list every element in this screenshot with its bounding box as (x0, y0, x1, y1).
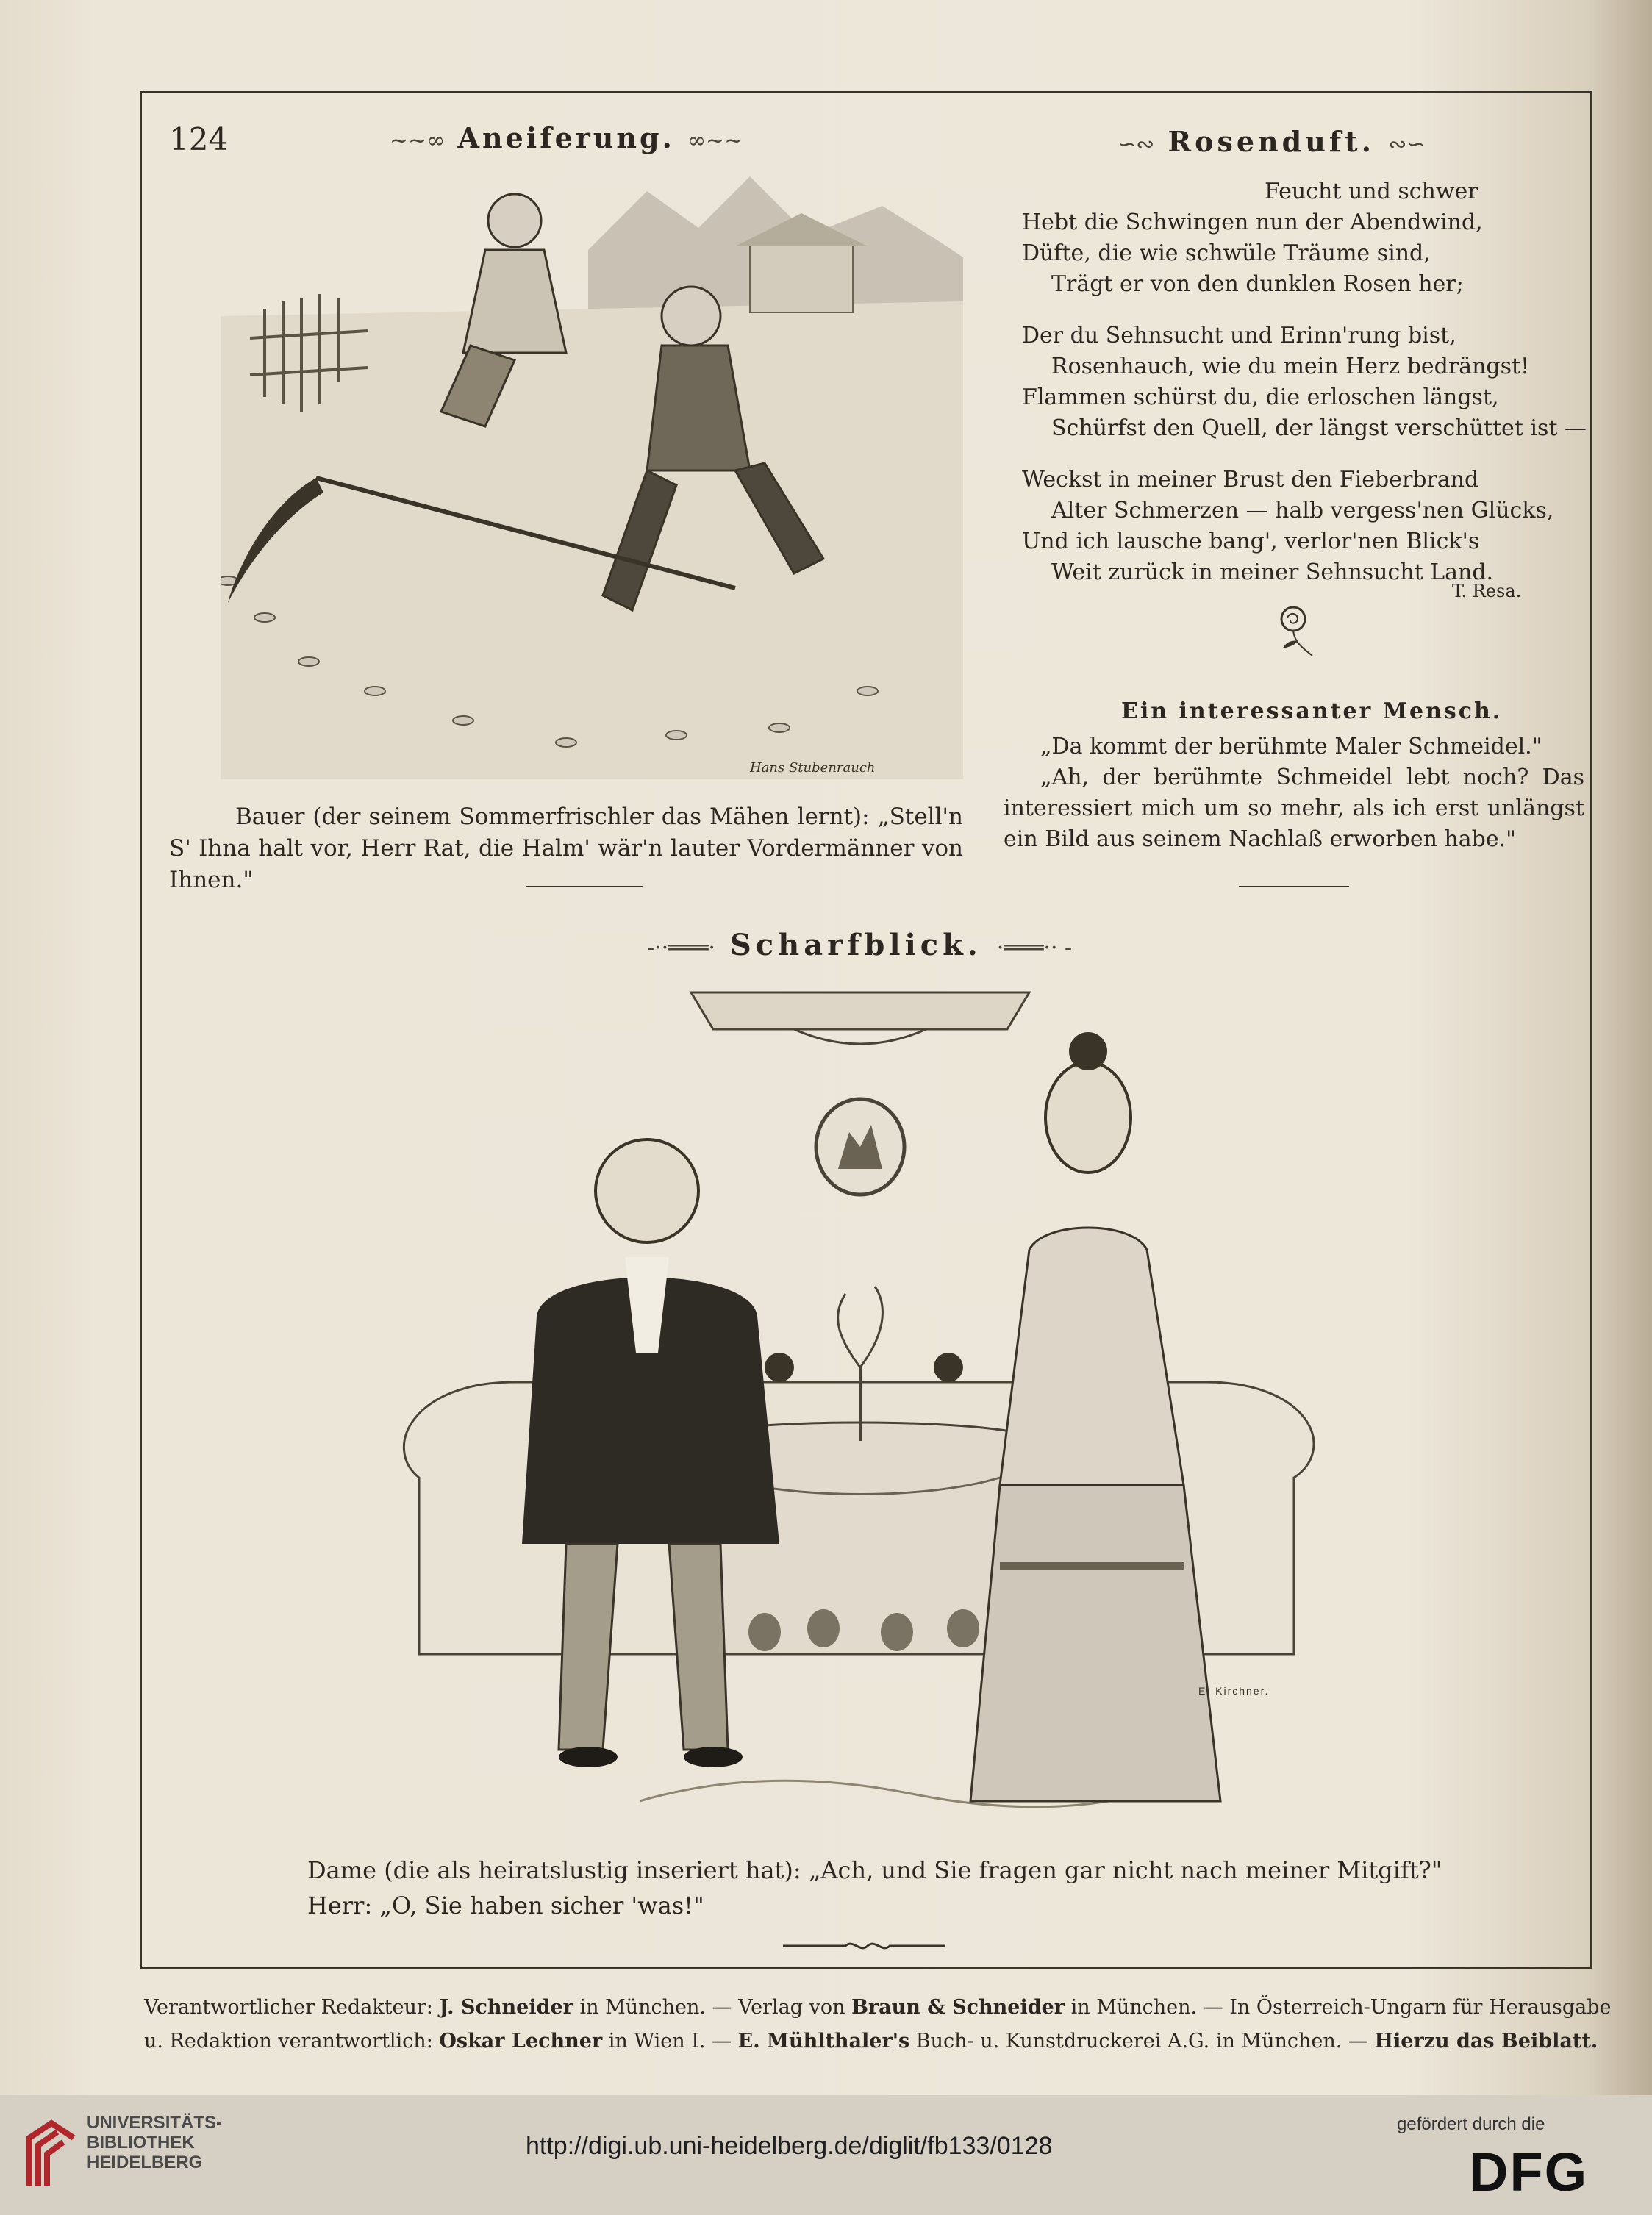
imprint-name: J. Schneider (439, 1996, 573, 2019)
imprint-name: Oskar Lechner (439, 2030, 603, 2053)
library-logo-icon (22, 2116, 81, 2192)
imprint-text: in Wien I. — (602, 2030, 738, 2053)
funding-note: gefördert durch die (1397, 2114, 1545, 2134)
mowing-caption-text: Bauer (der seinem Sommerfrischler das Mähen lernt): „Stell'n S' Ihna halt vor, Herr Rat, die Halm' wär'n lauter Vordermänner von Ihnen." (169, 804, 963, 893)
imprint-footer (144, 1991, 1611, 2058)
imprint-line (144, 1991, 1611, 2025)
poem-rosenduft (1022, 176, 1587, 609)
imprint-name: Braun & Schneider (851, 1996, 1065, 2019)
illustration-signature-stubenrauch: Hans Stubenrauch (750, 760, 876, 776)
title-ornament-left: ~~∞ (390, 128, 446, 154)
imprint-name: E. Mühlthaler's (737, 2030, 910, 2053)
poem-line: Rosenhauch, wie du mein Herz bedrängst! (1051, 354, 1530, 379)
page-number: 124 (169, 121, 229, 157)
mowing-illustration (221, 162, 970, 779)
poem-author: T. Resa. (1452, 581, 1522, 601)
poem-stanza (1022, 176, 1566, 300)
scharfblick-title (647, 928, 1072, 962)
divider-rule (526, 886, 643, 887)
poem-stanza (1022, 465, 1566, 588)
joke-line: „Ah, der berühmte Schmeidel lebt noch? Das interessiert mich um so mehr, als ich erst unlängst ein Bild aus seinem Nachlaß erworben habe." (1004, 765, 1584, 852)
poem-line: Der du Sehnsucht und Erinn'rung bist, (1022, 323, 1456, 348)
poem-line: Hebt die Schwingen nun der Abendwind, (1022, 210, 1483, 235)
illustration-signature-kirchner: E. Kirchner. (1198, 1685, 1270, 1697)
poem-line: Düfte, die wie schwüle Träume sind, (1022, 240, 1431, 266)
cartoon-title-aneiferung (390, 121, 743, 154)
imprint-text: in München. — In Österreich-Ungarn für Herausgabe (1065, 1996, 1612, 2019)
divider-rule (1239, 886, 1349, 887)
title-ornament-right: ∞~~ (687, 128, 743, 154)
imprint-text: in München. — Verlag von (573, 1996, 852, 2019)
imprint-text: u. Redaktion verantwortlich: (144, 2030, 440, 2053)
cartoon-title-text: Aneiferung. (457, 121, 675, 154)
library-name-line: HEIDELBERG (87, 2153, 203, 2172)
library-name-line: BIBLIOTHEK (87, 2133, 195, 2153)
joke-title: Ein interessanter Mensch. (1121, 698, 1503, 724)
scharfblick-caption (307, 1853, 1442, 1923)
title-ornament-left: ∽∾ (1118, 132, 1155, 157)
poem-line: Feucht und schwer (1265, 179, 1478, 204)
title-ornament-left: -··═══· (647, 935, 715, 961)
poem-line: Schürfst den Quell, der längst verschüttet ist — (1051, 415, 1587, 441)
parlor-illustration (323, 970, 1397, 1838)
poem-stanza (1022, 321, 1587, 444)
scharfblick-caption-line: Herr: „O, Sie haben sicher 'was!" (307, 1892, 704, 1919)
scharfblick-caption-line: Dame (die als heiratslustig inseriert hat): „Ach, und Sie fragen gar nicht nach meiner Mitgift?" (307, 1856, 1442, 1884)
imprint-line (144, 2025, 1611, 2058)
imprint-name: Hierzu das Beiblatt. (1374, 2030, 1598, 2053)
scharfblick-title-text: Scharfblick. (729, 928, 982, 962)
permalink-url[interactable]: http://digi.ub.uni-heidelberg.de/diglit/fb133/0128 (526, 2132, 1053, 2160)
rose-vignette-icon (1268, 603, 1320, 662)
title-ornament-right: ·═══·· - (996, 935, 1073, 961)
poem-title-text: Rosenduft. (1168, 125, 1375, 158)
dfg-logo: DFG (1469, 2141, 1589, 2203)
title-ornament-right: ∾∽ (1388, 132, 1426, 157)
poem-line: Und ich lausche bang', verlor'nen Blick's (1022, 529, 1480, 554)
poem-line: Flammen schürst du, die erloschen längst, (1022, 384, 1499, 410)
poem-line: Trägt er von den dunklen Rosen her; (1051, 271, 1464, 297)
library-name (87, 2113, 222, 2172)
poem-line: Weckst in meiner Brust den Fieberbrand (1022, 467, 1479, 493)
joke-text (1004, 731, 1584, 855)
poem-line: Alter Schmerzen — halb vergess'nen Glücks, (1051, 498, 1554, 523)
bottom-ornament-icon (779, 1935, 948, 1957)
poem-title-rosenduft (1118, 125, 1425, 158)
mowing-caption (169, 801, 963, 896)
imprint-text: Buch- u. Kunstdruckerei A.G. in München. — (909, 2030, 1375, 2053)
joke-line: „Da kommt der berühmte Maler Schmeidel." (1040, 734, 1542, 759)
library-name-line: UNIVERSITÄTS- (87, 2113, 223, 2133)
poem-line: Weit zurück in meiner Sehnsucht Land. (1051, 559, 1494, 585)
imprint-text: Verantwortlicher Redakteur: (144, 1996, 440, 2019)
